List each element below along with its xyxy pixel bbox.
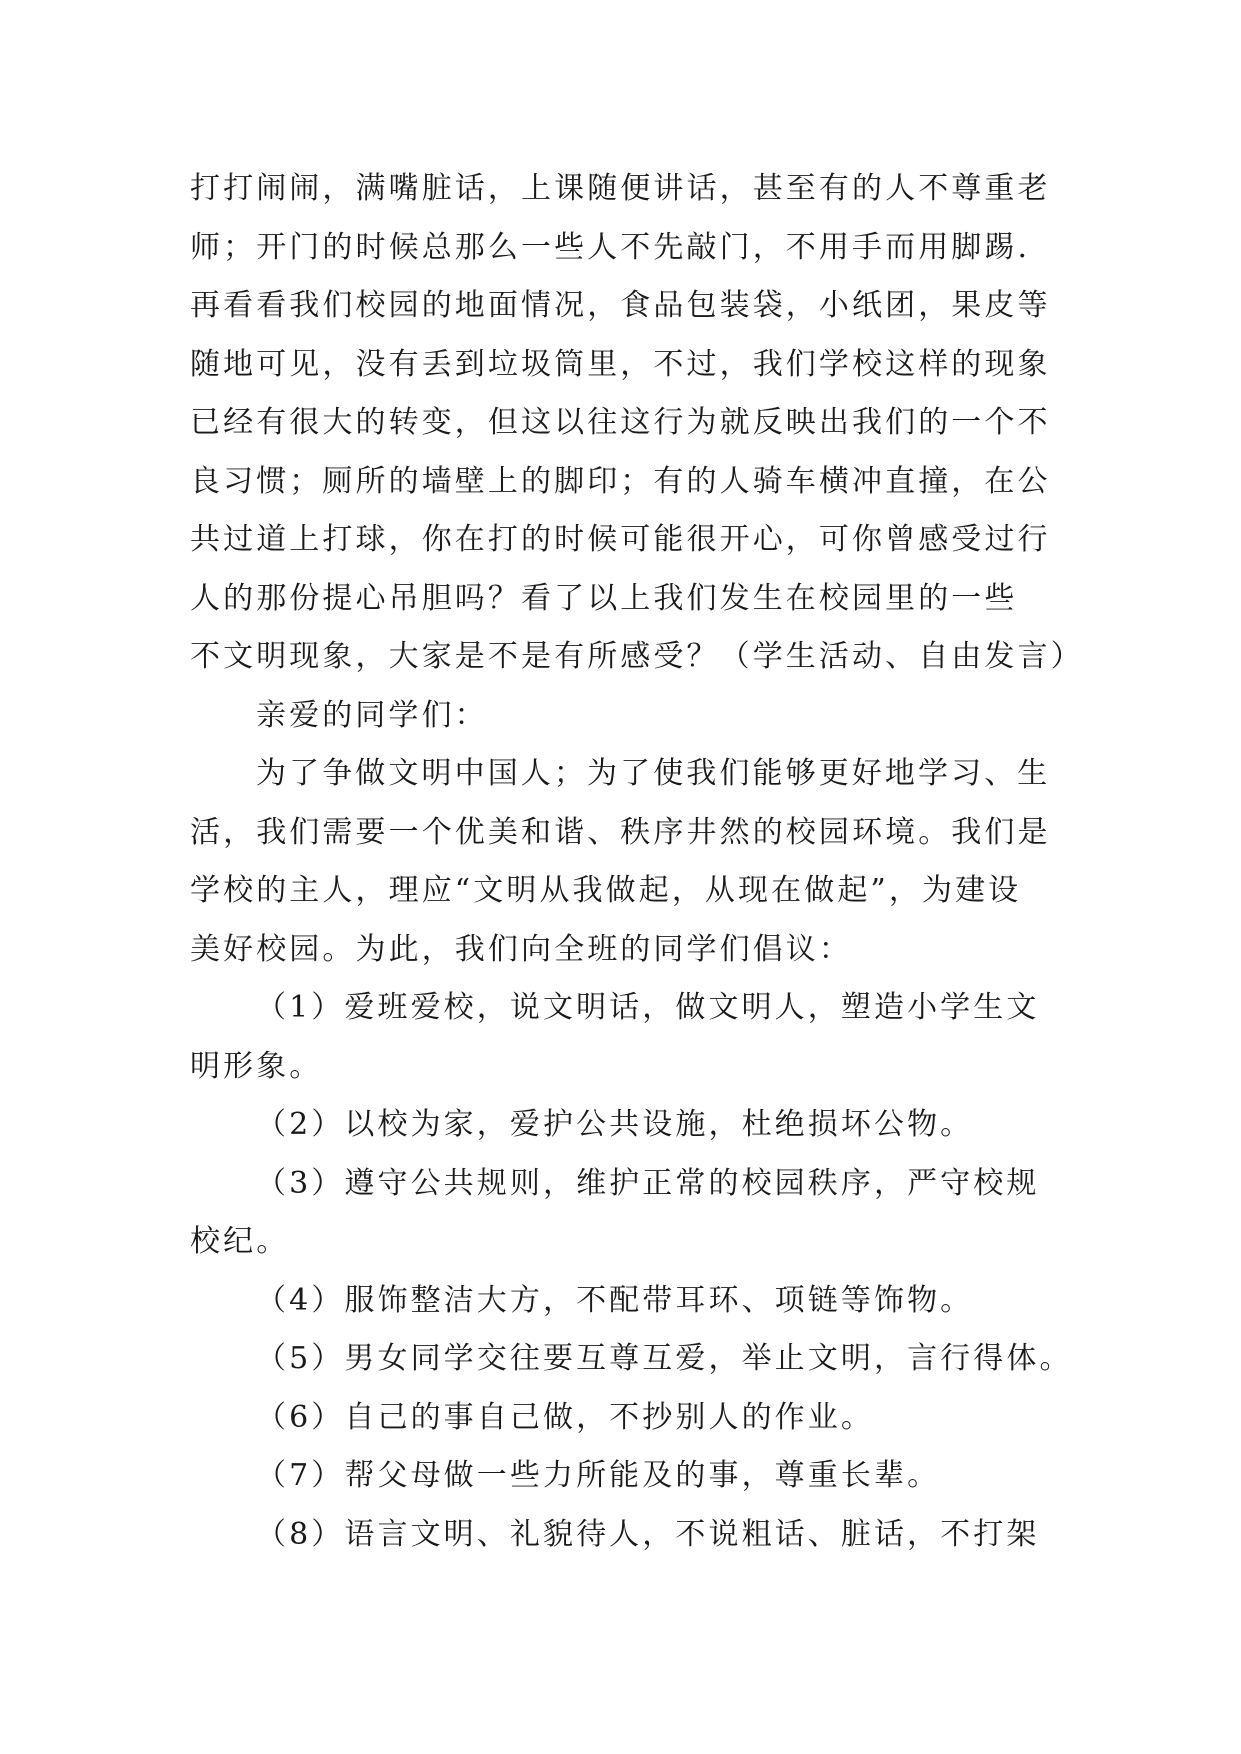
text-line: 学校的主人，理应“文明从我做起，从现在做起”，为建设 — [190, 873, 1022, 908]
salutation-line: 亲爱的同学们： — [256, 697, 488, 733]
proposal-item-6: （6）自己的事自己做，不抄别人的作业。 — [256, 1399, 874, 1435]
text-line: 良习惯；厕所的墙壁上的脚印；有的人骑车横冲直撞，在公 — [190, 463, 1051, 499]
proposal-item-4: （4）服饰整洁大方，不配带耳环、项链等饰物。 — [256, 1282, 974, 1318]
text-line: 美好校园。为此，我们向全班的同学们倡议： — [190, 931, 852, 967]
text-line: 校纪。 — [190, 1224, 290, 1259]
text-line: 师；开门的时候总那么一些人不先敲门，不用手而用脚踢. — [190, 229, 1031, 265]
text-line: 打打闹闹，满嘴脏话，上课随便讲话，甚至有的人不尊重老 — [190, 171, 1051, 206]
body-text — [190, 160, 1084, 1564]
proposal-item-8: （8）语言文明、礼貌待人，不说粗话、脏话，不打架 — [256, 1516, 1040, 1552]
text-line: 人的那份提心吊胆吗？看了以上我们发生在校园里的一些 — [190, 580, 1018, 616]
proposal-item-3: （3）遵守公共规则，维护正常的校园秩序，严守校规 — [256, 1165, 1040, 1201]
text-line: 不文明现象，大家是不是有所感受？（学生活动、自由发言） — [190, 639, 1084, 674]
text-line: 明形象。 — [190, 1048, 323, 1084]
proposal-item-5: （5）男女同学交往要互尊互爱，举止文明，言行得体。 — [256, 1341, 1073, 1376]
proposal-item-2: （2）以校为家，爱护公共设施，杜绝损坏公物。 — [256, 1107, 974, 1142]
text-line: 活，我们需要一个优美和谐、秩序井然的校园环境。我们是 — [190, 814, 1051, 850]
text-line: 共过道上打球，你在打的时候可能很开心，可你曾感受过行 — [190, 522, 1051, 557]
text-line: 再看看我们校园的地面情况，食品包装袋，小纸团，果皮等 — [190, 288, 1051, 323]
text-line: 随地可见，没有丢到垃圾筒里，不过，我们学校这样的现象 — [190, 346, 1051, 382]
proposal-item-1: （1）爱班爱校，说文明话，做文明人，塑造小学生文 — [256, 990, 1040, 1025]
paragraph-start-line: 为了争做文明中国人；为了使我们能够更好地学习、生 — [256, 756, 1051, 791]
proposal-item-7: （7）帮父母做一些力所能及的事，尊重长辈。 — [256, 1458, 941, 1493]
text-line: 已经有很大的转变，但这以往这行为就反映出我们的一个不 — [190, 405, 1051, 440]
